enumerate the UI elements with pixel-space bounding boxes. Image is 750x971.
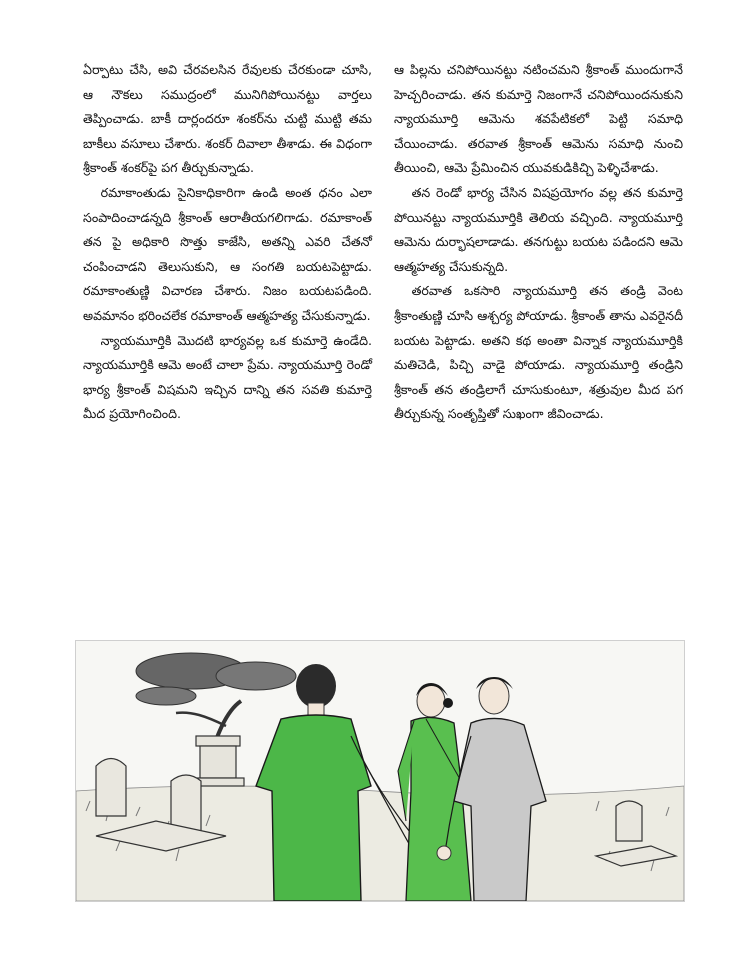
graveyard-scene-drawing (76, 641, 684, 901)
paragraph: ఆ పిల్లను చనిపోయినట్టు నటించమని శ్రీకాంత్ ముందుగానే హెచ్చరించాడు. తన కుమార్తె నిజంగానే చనిపోయిందనుకుని న్యాయమూర్తి ఆమెను శవపేటికలో పెట్టి సమాధి చేయించాడు. తరవాత శ్రీకాంత్ ఆమెను సమాధి నుంచి తీయించి, ఆమె ప్రేమించిన యువకుడికిచ్చి పెళ్ళిచేశాడు. (394, 62, 683, 176)
paragraph: ఏర్పాటు చేసి, అవి చేరవలసిన రేవులకు చేరకుండా చూసి, ఆ నౌకలు సముద్రంలో మునిగిపోయినట్టు వార్తలు తెప్పించాడు. బాకీ దార్లందరూ శంకర్‌ను చుట్టి ముట్టి తమ బాకీలు వసూలు చేశారు. శంకర్ దివాలా తీశాడు. ఈ విధంగా శ్రీకాంత్ శంకర్‌పై పగ తీర్చుకున్నాడు. (83, 62, 372, 176)
paragraph: రమాకాంతుడు సైనికాధికారిగా ఉండి అంత ధనం ఎలా సంపాదించాడన్నది శ్రీకాంత్ ఆరాతీయగలిగాడు. రమాకాంత్ తన పై అధికారి సొత్తు కాజేసి, అతన్ని ఎవరి చేతనో చంపించాడని తెలుసుకుని, ఆ సంగతి బయటపెట్టాడు. రమాకాంతుణ్ణి విచారణ చేశారు. నిజం బయటపడింది. అవమానం భరించలేక రమాకాంత్ ఆత్మహత్య చేసుకున్నాడు. (83, 184, 372, 323)
tomb-pedestal (192, 736, 244, 786)
right-column (394, 58, 683, 633)
story-illustration (75, 640, 685, 902)
paragraph: న్యాయమూర్తికి మొదటి భార్యవల్ల ఒక కుమార్తె ఉండేది. న్యాయమూర్తికి ఆమె అంటే చాలా ప్రేమ. న్యాయమూర్తి రెండో భార్య శ్రీకాంత్ విషమని ఇచ్చిన దాన్ని తన సవతి కుమార్తె మీద ప్రయోగించింది. (83, 332, 372, 422)
paragraph: తన రెండో భార్య చేసిన విషప్రయోగం వల్ల తన కుమార్తె పోయినట్టు న్యాయమూర్తికి తెలియ వచ్చింది. న్యాయమూర్తి ఆమెను దుర్భాషలాడాడు. తనగుట్టు బయట పడిందని ఆమె ఆత్మహత్య చేసుకున్నది. (394, 184, 683, 274)
article-text (83, 58, 683, 633)
paragraph: తరవాత ఒకసారి న్యాయమూర్తి తన తండ్రి వెంట శ్రీకాంతుణ్ణి చూసి ఆశ్చర్య పోయాడు. శ్రీకాంత్ తాను ఎవరైనదీ బయట పెట్టాడు. అతని కథ అంతా విన్నాక న్యాయమూర్తికి మతిచెడి, పిచ్చి వాడై పోయాడు. న్యాయమూర్తి తండ్రిని శ్రీకాంత్ తన తండ్రిలాగే చూసుకుంటూ, శత్రువుల మీద పగ తీర్చుకున్న సంతృప్తితో సుఖంగా జీవించాడు. (394, 283, 683, 422)
left-column (83, 58, 372, 633)
